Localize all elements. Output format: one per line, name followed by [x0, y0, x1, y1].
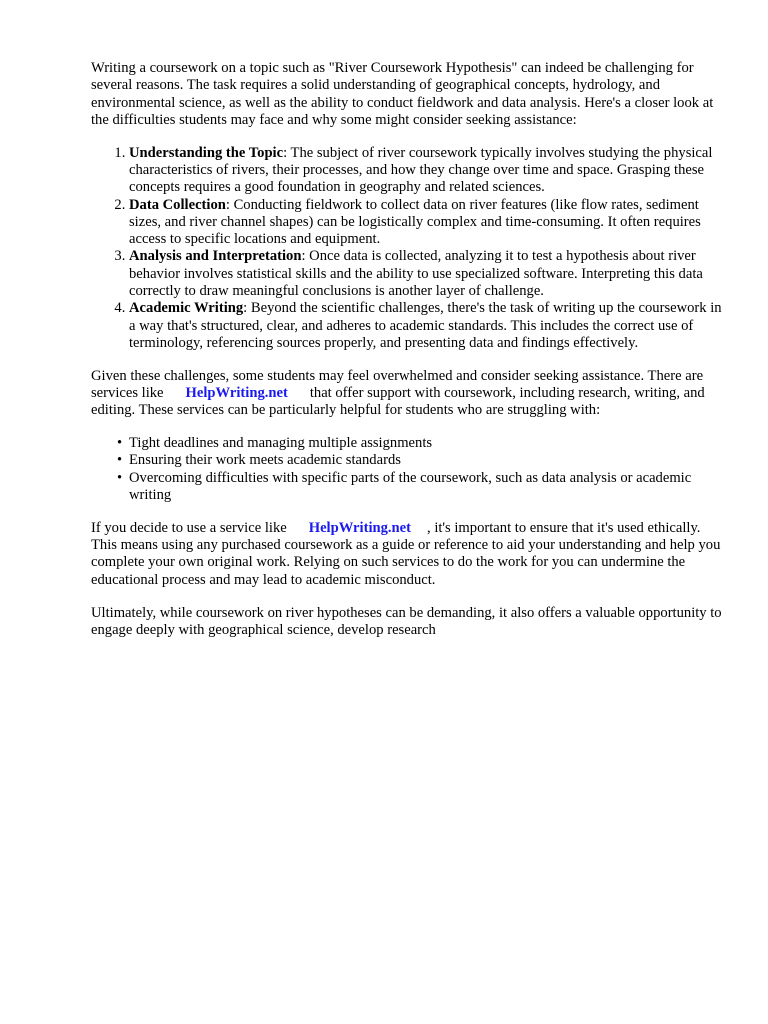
list-item-text: : Conducting fieldwork to collect data on river features (like flow rates, sediment sizes, and river channel shapes) can be logistically complex and time-consuming. It often requires access to specific locations and equipment. — [129, 196, 701, 248]
services-text-before: Given these challenges, some students may feel overwhelmed and consider seeking assistance. There are services like — [91, 367, 704, 402]
list-item-term: Academic Writing — [129, 300, 244, 317]
list-item — [117, 435, 723, 452]
services-paragraph — [91, 368, 723, 420]
closing-paragraph: Ultimately, while coursework on river hypotheses can be demanding, it also offers a valuable opportunity to engage deeply with geographical science, develop research — [91, 604, 722, 638]
list-item-text: : The subject of river coursework typically involves studying the physical characteristics of rivers, their processes, and how they change over time and space. Grasping these concepts requires a good foundation in geography and related sciences. — [129, 144, 713, 196]
struggles-list — [91, 435, 723, 504]
bullet-icon: • — [117, 469, 123, 486]
ethics-text-before: If you decide to use a service like — [91, 519, 287, 536]
document-page — [91, 60, 723, 655]
helpwriting-link[interactable]: HelpWriting.net — [308, 519, 412, 536]
bullet-icon: • — [117, 435, 123, 452]
difficulties-list — [91, 145, 723, 353]
list-item — [117, 469, 723, 505]
list-item-text: Ensuring their work meets academic standards — [129, 452, 401, 469]
list-item — [129, 197, 723, 249]
helpwriting-link[interactable]: HelpWriting.net — [185, 385, 288, 402]
services-text-after: that offer support with coursework, including research, writing, and editing. These services can be particularly helpful for students who are struggling with: — [91, 385, 705, 419]
list-item-text: : Beyond the scientific challenges, there's the task of writing up the coursework in a way that's structured, clear, and adheres to academic standards. This includes the correct use of terminology, referencing sources properly, and presenting data and findings effectively. — [129, 300, 722, 351]
list-item — [129, 300, 723, 352]
intro-paragraph: Writing a coursework on a topic such as "River Coursework Hypothesis" can indeed be challenging for several reasons. The task requires a solid understanding of geographical concepts, hydrology, and environmental science, as well as the ability to conduct fieldwork and data analysis. Here's a closer look at the difficulties students may face and why some might consider seeking assistance: — [91, 60, 714, 128]
list-item-text: Overcoming difficulties with specific parts of the coursework, such as data analysis or academic writing — [129, 469, 692, 504]
list-item — [117, 452, 723, 469]
list-item — [129, 145, 723, 197]
ethics-paragraph — [91, 520, 723, 589]
list-item — [129, 248, 723, 300]
list-item-term: Analysis and Interpretation — [129, 248, 302, 265]
list-item-text: : Once data is collected, analyzing it to test a hypothesis about river behavior involves statistical skills and the ability to use specialized software. Interpreting this data correctly to draw meaningful conclusions is another layer of challenge. — [129, 248, 703, 300]
list-item-term: Data Collection — [129, 196, 226, 213]
bullet-icon: • — [117, 452, 123, 469]
ethics-text-after: , it's important to ensure that it's used ethically. This means using any purchased coursework as a guide or reference to aid your understanding and help you complete your own original work. Relying on such services to do the work for you can undermine the educational process and may lead to academic misconduct. — [91, 519, 721, 588]
list-item-text: Tight deadlines and managing multiple assignments — [129, 435, 433, 452]
list-item-term: Understanding the Topic — [129, 144, 284, 161]
